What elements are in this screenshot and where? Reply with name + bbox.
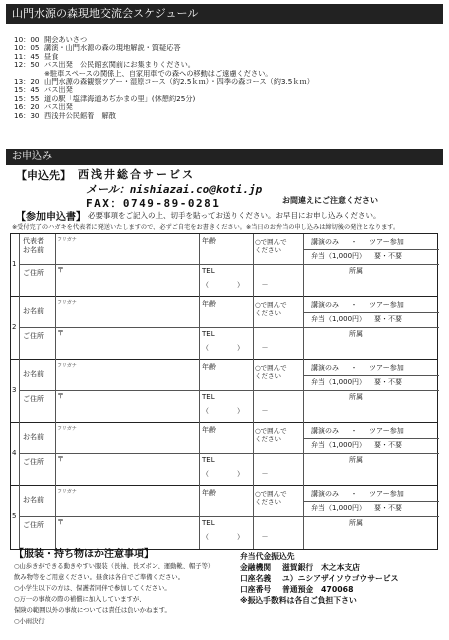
furigana-label: フリガナ [57, 363, 77, 369]
age-label: 年齢 [202, 489, 216, 497]
entry-number: 1 [12, 260, 17, 268]
bento-choice[interactable] [311, 252, 402, 261]
tour-option[interactable]: ツアー参加 [369, 238, 404, 246]
schedule-time: 16：30 [14, 110, 40, 120]
divider [303, 360, 304, 423]
schedule-time: 15：45 [14, 85, 40, 95]
address-field[interactable] [65, 394, 197, 420]
postal-mark: 〒 [57, 329, 64, 337]
address-label: ご住所 [23, 521, 44, 529]
divider [303, 423, 304, 486]
entry-row [11, 423, 437, 486]
schedule-row [14, 53, 434, 61]
guardian-label: ○で囲んで ください [255, 427, 287, 443]
schedule-time: 10：00 [14, 35, 40, 44]
notes-item: ○小学生以下の方は、保護者同伴で参加してください。 [14, 585, 171, 592]
furigana-label: フリガナ [57, 489, 77, 495]
furigana-label: フリガナ [57, 426, 77, 432]
name-label: お名前 [23, 496, 44, 504]
form-note-detail: ※受付完了のハガキを代表者に発送いたしますので、必ずご自宅をお書きください。※当日のお弁当の申し込みは締切後の発注となります。 [12, 224, 400, 231]
tour-option[interactable]: ツアー参加 [369, 301, 404, 309]
schedule-text: バス出発 [44, 86, 73, 95]
schedule-text: 道の駅「塩津海道あぢかまの里」(休憩約25分) [44, 94, 196, 103]
schedule-time: 11：45 [14, 51, 40, 61]
divider [55, 360, 56, 423]
address-label: ご住所 [23, 458, 44, 466]
divider [303, 486, 304, 549]
fax-note: お間違えにご注意ください [282, 196, 378, 205]
schedule-row [14, 78, 434, 86]
name-field[interactable] [57, 498, 197, 514]
name-label: お名前 [23, 307, 44, 315]
schedule-time: 16：20 [14, 102, 40, 112]
notes-section [14, 549, 240, 627]
bank-row-value: 普通預金 470068 [282, 585, 354, 594]
entry-row [11, 234, 437, 297]
schedule-text: ※駐車スペースの関係上、自家用車での森への移動はご遠慮ください。 [44, 69, 273, 78]
separator-dot: ・ [350, 301, 358, 309]
tel-field[interactable]: （ ） － [202, 533, 269, 541]
tour-option[interactable]: ツアー参加 [369, 427, 404, 435]
divider [55, 297, 56, 360]
lecture-only-option[interactable]: 講演のみ [311, 490, 339, 498]
bento-need-option[interactable]: 要・不要 [374, 315, 403, 323]
entry-number: 3 [12, 386, 17, 394]
schedule-time: 10：05 [14, 43, 40, 53]
postal-mark: 〒 [57, 518, 64, 526]
schedule-text: バス出発 [44, 103, 73, 112]
age-label: 年齢 [202, 363, 216, 371]
schedule-text: 開会あいさつ [44, 36, 88, 44]
tour-option[interactable]: ツアー参加 [369, 364, 404, 372]
divider [199, 234, 200, 297]
notes-title: 【服装・持ち物ほか注意事項】 [14, 549, 154, 560]
divider [19, 264, 439, 265]
tel-field[interactable]: （ ） － [202, 281, 269, 289]
guardian-label: ○で囲んで ください [255, 364, 287, 380]
entry-row [11, 486, 437, 549]
participation-choice[interactable] [311, 364, 404, 373]
bank-fee-note: ※振込手数料は各自ご負担下さい [240, 596, 357, 605]
schedule-row [14, 86, 434, 94]
form-title: 【参加申込書】 [16, 212, 86, 223]
address-label: ご住所 [23, 332, 44, 340]
bento-choice[interactable] [311, 378, 402, 387]
bank-title: 弁当代金振込先 [240, 552, 295, 561]
apply-title-bar [6, 149, 443, 165]
guardian-label: ○で囲んで ください [255, 238, 287, 254]
entry-row [11, 297, 437, 360]
bank-row [240, 562, 440, 573]
notes-item: 飲み物等をご用意ください。昼食は各自でご準備ください。 [14, 574, 185, 581]
bank-row-value: ユ）ニシアザイソウゴウサービス [282, 574, 399, 583]
apply-title: お申込み [12, 151, 52, 162]
entry-row [11, 360, 437, 423]
schedule-time: 15：55 [14, 93, 40, 103]
entry-number: 2 [12, 323, 17, 331]
tel-field[interactable]: （ ） － [202, 407, 269, 415]
divider [199, 297, 200, 360]
bank-row-value: 滋賀銀行 木之本支店 [282, 563, 360, 572]
schedule-row [14, 103, 434, 111]
email-address[interactable]: メール：nishiazai.co@koti.jp [86, 183, 263, 196]
lecture-only-option[interactable]: 講演のみ [311, 301, 339, 309]
lecture-only-option[interactable]: 講演のみ [311, 238, 339, 246]
fax-number: FAX：0749-89-0281 [86, 197, 221, 210]
divider [55, 486, 56, 549]
schedule-text: 西浅井公民館着 解散 [44, 111, 116, 120]
divider [55, 423, 56, 486]
age-label: 年齢 [202, 426, 216, 434]
bank-row-label: 金融機関 [240, 563, 272, 572]
schedule-row [14, 70, 434, 78]
lecture-only-option[interactable]: 講演のみ [311, 364, 339, 372]
address-field[interactable] [65, 331, 197, 357]
bento-choice[interactable] [311, 315, 402, 324]
address-field[interactable] [65, 520, 197, 546]
entry-number: 5 [12, 512, 17, 520]
tel-label: TEL [202, 330, 215, 338]
entry-number: 4 [12, 449, 17, 457]
participation-choice[interactable] [311, 490, 404, 499]
schedule-list [14, 36, 434, 120]
notes-item: ○山歩きができる動きやすい服装（長袖、長ズボン、運動靴、帽子等） [14, 563, 215, 570]
address-field[interactable] [65, 268, 197, 294]
bento-label: 弁当（1,000円） [311, 252, 367, 260]
schedule-title-bar [6, 4, 443, 24]
divider [199, 360, 200, 423]
schedule-text: バス出発 公民館玄関前にお集まりください。 [44, 61, 195, 70]
divider [19, 516, 439, 517]
schedule-row [14, 44, 434, 52]
divider [55, 234, 56, 297]
notes-item: 保険の範囲以外の事故については責任は負いかねます。 [14, 607, 171, 614]
schedule-text: 昼食 [44, 52, 59, 61]
bank-row [240, 573, 440, 584]
notes-item: ○小雨決行 [14, 618, 45, 625]
postal-mark: 〒 [57, 455, 64, 463]
address-label: ご住所 [23, 269, 44, 277]
rep-name-label: 代表者 お名前 [23, 237, 44, 254]
bento-need-option[interactable]: 要・不要 [374, 252, 403, 260]
age-label: 年齢 [202, 300, 216, 308]
name-field[interactable] [57, 309, 197, 325]
affiliation-label: 所属 [349, 456, 363, 464]
schedule-text: 講演・山門水源の森の現地解説・質疑応答 [44, 44, 181, 53]
bento-need-option[interactable]: 要・不要 [374, 378, 403, 386]
name-label: お名前 [23, 370, 44, 378]
affiliation-label: 所属 [349, 519, 363, 527]
tel-label: TEL [202, 519, 215, 527]
schedule-row [14, 112, 434, 120]
separator-dot: ・ [350, 490, 358, 498]
affiliation-label: 所属 [349, 330, 363, 338]
lecture-only-option[interactable]: 講演のみ [311, 427, 339, 435]
tel-label: TEL [202, 267, 215, 275]
divider [199, 423, 200, 486]
guardian-label: ○で囲んで ください [255, 301, 287, 317]
bento-need-option[interactable]: 要・不要 [374, 504, 403, 512]
schedule-time: 13：20 [14, 77, 40, 87]
affiliation-label: 所属 [349, 267, 363, 275]
address-field[interactable] [65, 457, 197, 483]
name-field[interactable] [57, 435, 197, 451]
tour-option[interactable]: ツアー参加 [369, 490, 404, 498]
schedule-text: 山門水源の森観察ツアー・湿原コース（約2.5ｋｍ）・四季の森コース（約3.5ｋｍ） [44, 78, 314, 87]
divider [303, 438, 439, 439]
schedule-time: 12：50 [14, 60, 40, 70]
divider [303, 249, 439, 250]
application-form-table [10, 233, 438, 550]
tel-label: TEL [202, 456, 215, 464]
age-label: 年齢 [202, 237, 216, 245]
bento-label: 弁当（1,000円） [311, 441, 367, 449]
company-name: 西浅井総合サービス [78, 168, 195, 181]
address-label: ご住所 [23, 395, 44, 403]
bank-transfer-info [240, 551, 440, 606]
divider [19, 453, 439, 454]
divider [303, 297, 304, 360]
guardian-label: ○で囲んで ください [255, 490, 287, 506]
separator-dot: ・ [350, 238, 358, 246]
divider [303, 501, 439, 502]
divider [19, 360, 20, 423]
furigana-label: フリガナ [57, 300, 77, 306]
participation-choice[interactable] [311, 238, 404, 247]
schedule-title: 山門水源の森現地交流会スケジュール [12, 7, 199, 20]
tel-label: TEL [202, 393, 215, 401]
postal-mark: 〒 [57, 392, 64, 400]
participation-choice[interactable] [311, 427, 404, 436]
divider [303, 375, 439, 376]
divider [19, 486, 20, 549]
divider [19, 234, 20, 297]
bank-row [240, 584, 440, 595]
bento-label: 弁当（1,000円） [311, 504, 367, 512]
bank-row-label: 口座名義 [240, 574, 272, 583]
bank-row-label: 口座番号 [240, 585, 272, 594]
apply-destination-label: 【申込先】 [16, 169, 71, 182]
participation-choice[interactable] [311, 301, 404, 310]
name-field[interactable] [57, 372, 197, 388]
separator-dot: ・ [350, 427, 358, 435]
divider [199, 486, 200, 549]
name-field[interactable] [57, 246, 197, 262]
bento-choice[interactable] [311, 441, 402, 450]
name-label: お名前 [23, 433, 44, 441]
divider [303, 234, 304, 297]
postal-mark: 〒 [57, 266, 64, 274]
furigana-label: フリガナ [57, 237, 77, 243]
tel-field[interactable]: （ ） － [202, 470, 269, 478]
divider [19, 297, 20, 360]
divider [19, 390, 439, 391]
schedule-row [14, 36, 434, 44]
separator-dot: ・ [350, 364, 358, 372]
notes-item: ○万一の事故の際の補償に加入していますが、 [14, 596, 146, 603]
schedule-row [14, 95, 434, 103]
divider [19, 423, 20, 486]
tel-field[interactable]: （ ） － [202, 344, 269, 352]
bento-need-option[interactable]: 要・不要 [374, 441, 403, 449]
divider [303, 312, 439, 313]
divider [19, 327, 439, 328]
schedule-row [14, 61, 434, 69]
bento-choice[interactable] [311, 504, 402, 513]
affiliation-label: 所属 [349, 393, 363, 401]
bento-label: 弁当（1,000円） [311, 378, 367, 386]
bento-label: 弁当（1,000円） [311, 315, 367, 323]
form-note: 必要事項をご記入の上、切手を貼ってお送りください。お早目にお申し込みください。 [88, 211, 381, 220]
